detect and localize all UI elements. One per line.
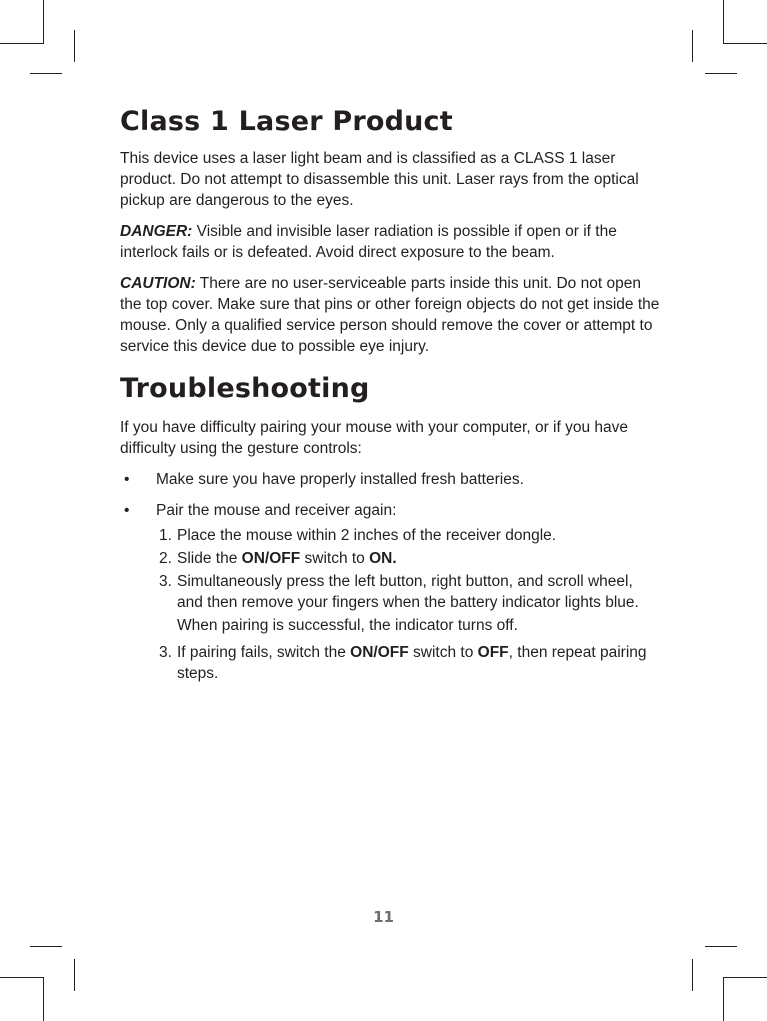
- step-number: 3.: [159, 573, 172, 590]
- switch-name: ON/OFF: [350, 644, 409, 661]
- crop-mark: [43, 977, 44, 1021]
- pairing-steps: [156, 525, 660, 613]
- crop-mark: [723, 977, 724, 1021]
- step-text: Place the mouse within 2 inches of the receiver dongle.: [177, 527, 557, 544]
- danger-label: DANGER:: [120, 223, 193, 240]
- crop-mark: [705, 73, 737, 74]
- step-number: 2.: [159, 550, 172, 567]
- step-text: [177, 550, 397, 567]
- crop-mark: [723, 43, 767, 44]
- page-content: [120, 104, 660, 686]
- danger-paragraph: [120, 221, 660, 263]
- bullet-text: Make sure you have properly installed fresh batteries.: [156, 471, 524, 488]
- crop-mark: [705, 946, 737, 947]
- caution-label: CAUTION:: [120, 275, 196, 292]
- step-number: 1.: [159, 527, 172, 544]
- laser-section-title: Class 1 Laser Product: [120, 106, 453, 137]
- bullet-icon: •: [124, 502, 130, 519]
- caution-paragraph: [120, 273, 660, 357]
- step-text: Simultaneously press the left button, right button, and scroll wheel, and then remove your fingers when the battery indicator lights blue.: [177, 573, 639, 611]
- crop-mark: [30, 73, 62, 74]
- step-item: [159, 642, 660, 684]
- laser-intro-paragraph: This device uses a laser light beam and is classified as a CLASS 1 laser product. Do not attempt to disassemble this unit. Laser rays from the optical pickup are dangerous to the eyes.: [120, 150, 639, 209]
- crop-mark: [74, 30, 75, 62]
- page-number: 11: [373, 908, 394, 926]
- troubleshooting-section-title: Troubleshooting: [120, 373, 370, 404]
- step-number: 3.: [159, 644, 172, 661]
- troubleshooting-intro-paragraph: If you have difficulty pairing your mouse with your computer, or if you have difficulty using the gesture controls:: [120, 419, 629, 457]
- crop-mark: [0, 977, 44, 978]
- troubleshooting-list: [120, 469, 660, 613]
- crop-mark: [692, 959, 693, 991]
- step-text-part: Slide the: [177, 550, 242, 567]
- crop-mark: [74, 959, 75, 991]
- step-item: [159, 548, 660, 569]
- pairing-success-note: When pairing is successful, the indicator turns off.: [177, 617, 518, 634]
- step-text-part: switch to: [408, 644, 478, 661]
- switch-state: ON.: [369, 550, 397, 567]
- crop-mark: [723, 0, 724, 44]
- crop-mark: [30, 946, 62, 947]
- step-text-part: , then repeat pairing steps.: [177, 644, 647, 682]
- danger-text: Visible and invisible laser radiation is possible if open or if the interlock fails or is defeated. Avoid direct exposure to the beam.: [120, 223, 617, 261]
- caution-text: There are no user-serviceable parts inside this unit. Do not open the top cover. Make sure that pins or other foreign objects do not get inside the mouse. Only a qualified service person should remove the cover or attempt to service this device due to possible eye injury.: [120, 275, 660, 355]
- list-item: [120, 500, 660, 613]
- crop-mark: [43, 0, 44, 44]
- switch-state: OFF: [477, 644, 509, 661]
- crop-mark: [723, 977, 767, 978]
- list-item: [120, 469, 660, 490]
- step-text-part: If pairing fails, switch the: [177, 644, 351, 661]
- step-item: [159, 525, 660, 546]
- step-text-part: switch to: [300, 550, 370, 567]
- step-item: [159, 571, 660, 613]
- pairing-steps-continued: [156, 642, 660, 684]
- switch-name: ON/OFF: [241, 550, 301, 567]
- crop-mark: [692, 30, 693, 62]
- bullet-icon: •: [124, 471, 130, 488]
- bullet-text: Pair the mouse and receiver again:: [156, 502, 397, 519]
- step-text: [177, 644, 647, 682]
- crop-mark: [0, 43, 44, 44]
